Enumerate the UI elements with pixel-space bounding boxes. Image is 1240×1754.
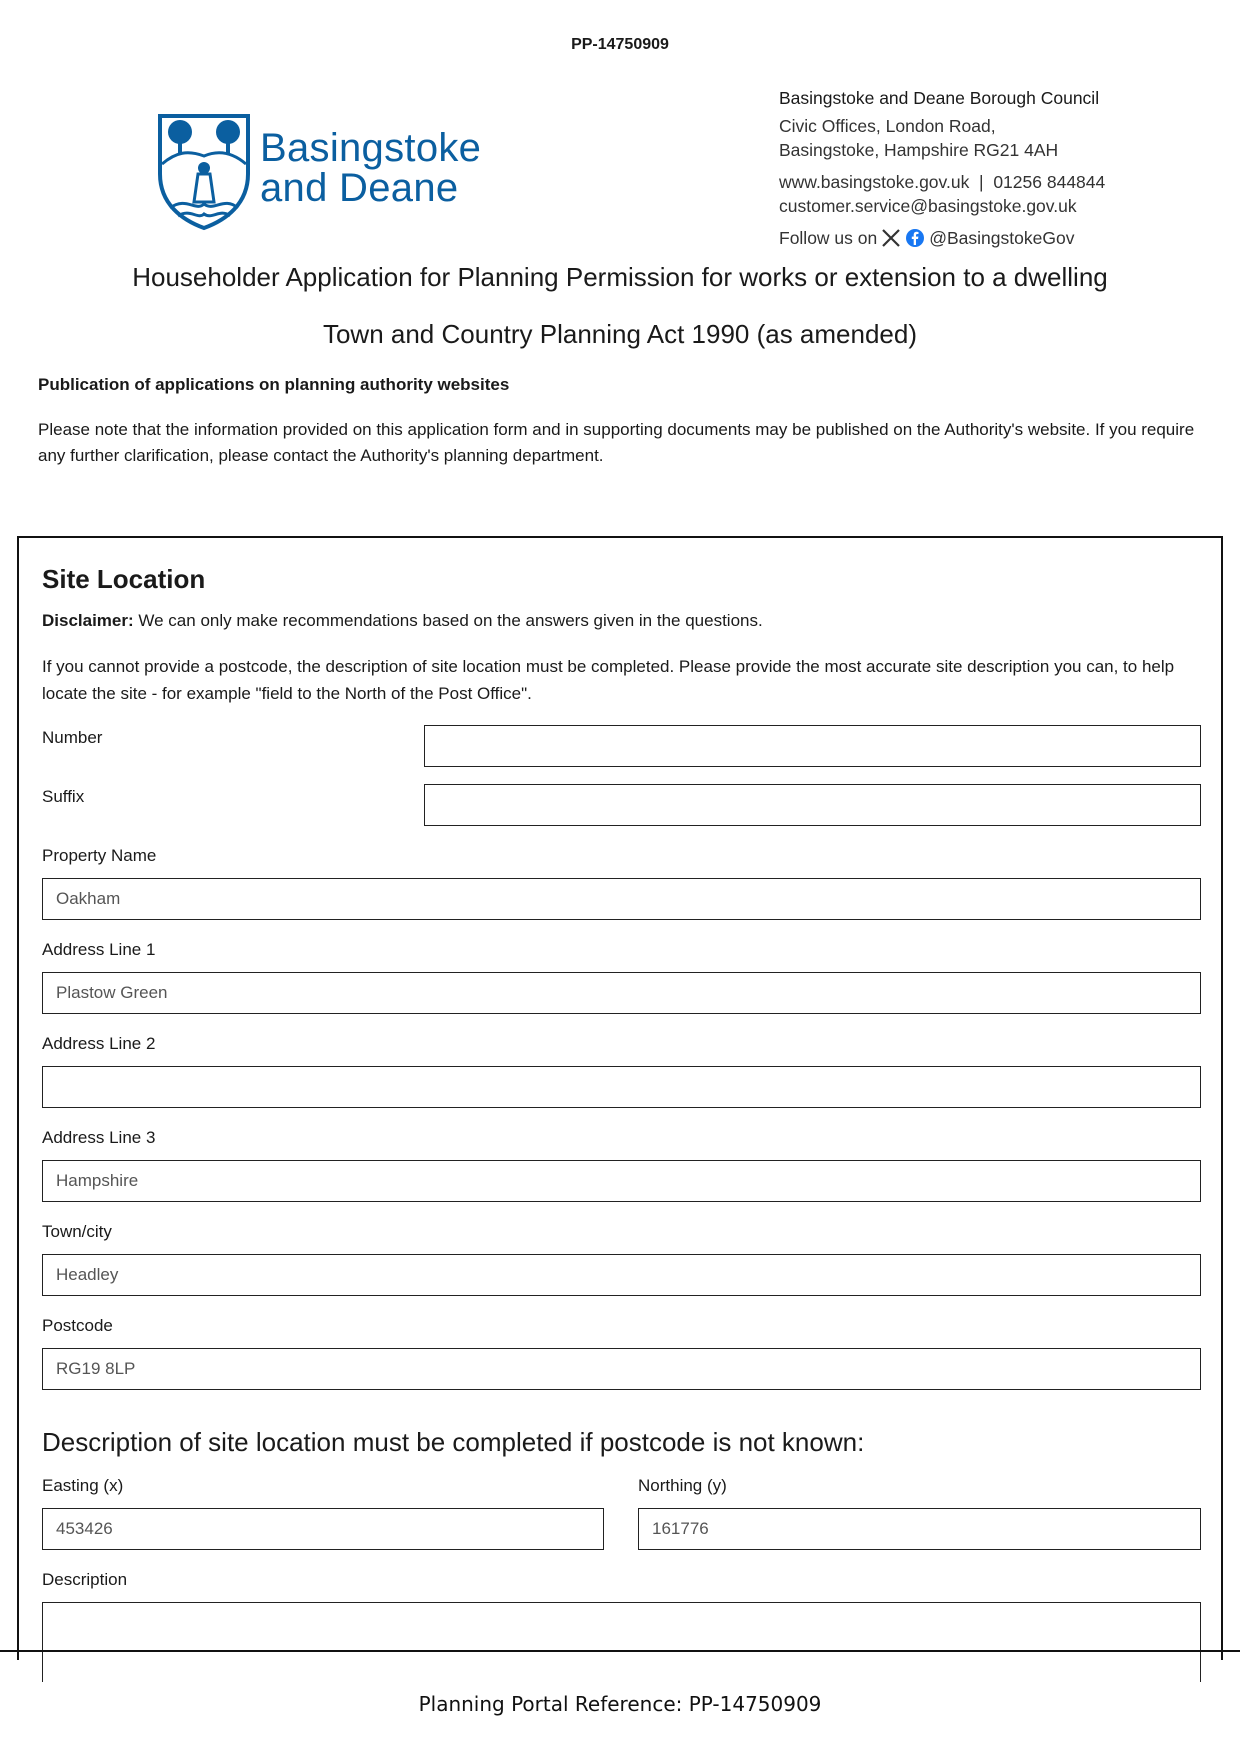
document-reference: PP-14750909	[571, 36, 669, 53]
form-title: Householder Application for Planning Permission for works or extension to a dwelling	[132, 262, 1108, 292]
town-input[interactable]: Headley	[42, 1254, 1201, 1296]
property-name-label: Property Name	[42, 846, 157, 865]
site-location-section	[17, 536, 1223, 1660]
suffix-input[interactable]	[424, 784, 1201, 826]
address-line-3-label: Address Line 3	[42, 1128, 156, 1147]
disclaimer-text: We can only make recommendations based on the answers given in the questions.	[133, 611, 763, 630]
form-act: Town and Country Planning Act 1990 (as amended)	[322, 319, 918, 349]
description-label: Description	[42, 1570, 128, 1589]
disclaimer-label: Disclaimer:	[42, 611, 134, 630]
council-address-line-1: Civic Offices, London Road,	[779, 116, 996, 136]
number-input[interactable]	[424, 725, 1201, 767]
property-name-input[interactable]: Oakham	[42, 878, 1201, 920]
social-handle: @BasingstokeGov	[929, 228, 1075, 248]
logo-wordmark	[260, 128, 481, 208]
social-follow	[779, 226, 1105, 250]
easting-input[interactable]: 453426	[42, 1508, 604, 1550]
address-line-1-input[interactable]: Plastow Green	[42, 972, 1201, 1014]
council-logo	[156, 112, 496, 232]
address-line-2-input[interactable]	[42, 1066, 1201, 1108]
logo-line-2: and Deane	[260, 166, 459, 210]
council-name: Basingstoke and Deane Borough Council	[779, 88, 1100, 108]
council-address-line-2: Basingstoke, Hampshire RG21 4AH	[779, 140, 1059, 160]
page-divider	[0, 1650, 1240, 1652]
x-icon	[881, 228, 901, 248]
northing-label: Northing (y)	[638, 1476, 727, 1495]
council-email: customer.service@basingstoke.gov.uk	[779, 196, 1077, 216]
council-web-phone: www.basingstoke.gov.uk | 01256 844844	[779, 172, 1106, 192]
section-title: Site Location	[42, 564, 206, 594]
crest-icon	[156, 112, 252, 232]
address-line-2-label: Address Line 2	[42, 1034, 156, 1053]
postcode-note: If you cannot provide a postcode, the description of site location must be completed. Please provide the most accurate site description you can, to help locate the site - for example "field to the North of the Post Office".	[42, 657, 1175, 703]
suffix-label: Suffix	[42, 787, 85, 806]
follow-prefix: Follow us on	[779, 228, 878, 248]
address-line-3-input[interactable]: Hampshire	[42, 1160, 1201, 1202]
facebook-icon	[905, 228, 925, 248]
description-heading: Description of site location must be completed if postcode is not known:	[42, 1427, 865, 1457]
publication-heading: Publication of applications on planning authority websites	[38, 375, 510, 394]
disclaimer	[42, 611, 763, 631]
postcode-label: Postcode	[42, 1316, 113, 1335]
number-label: Number	[42, 728, 103, 747]
publication-text: Please note that the information provided on this application form and in supporting documents may be published on the Authority's website. If you require any further clarification, please contact the Authority's planning department.	[38, 420, 1195, 465]
town-label: Town/city	[42, 1222, 112, 1241]
easting-label: Easting (x)	[42, 1476, 124, 1495]
footer-reference: Planning Portal Reference: PP-14750909	[418, 1692, 822, 1716]
description-input[interactable]	[42, 1602, 1201, 1682]
address-line-1-label: Address Line 1	[42, 940, 156, 959]
postcode-input[interactable]: RG19 8LP	[42, 1348, 1201, 1390]
northing-input[interactable]: 161776	[638, 1508, 1201, 1550]
logo-line-1: Basingstoke	[260, 126, 482, 170]
council-contact	[779, 86, 1105, 250]
